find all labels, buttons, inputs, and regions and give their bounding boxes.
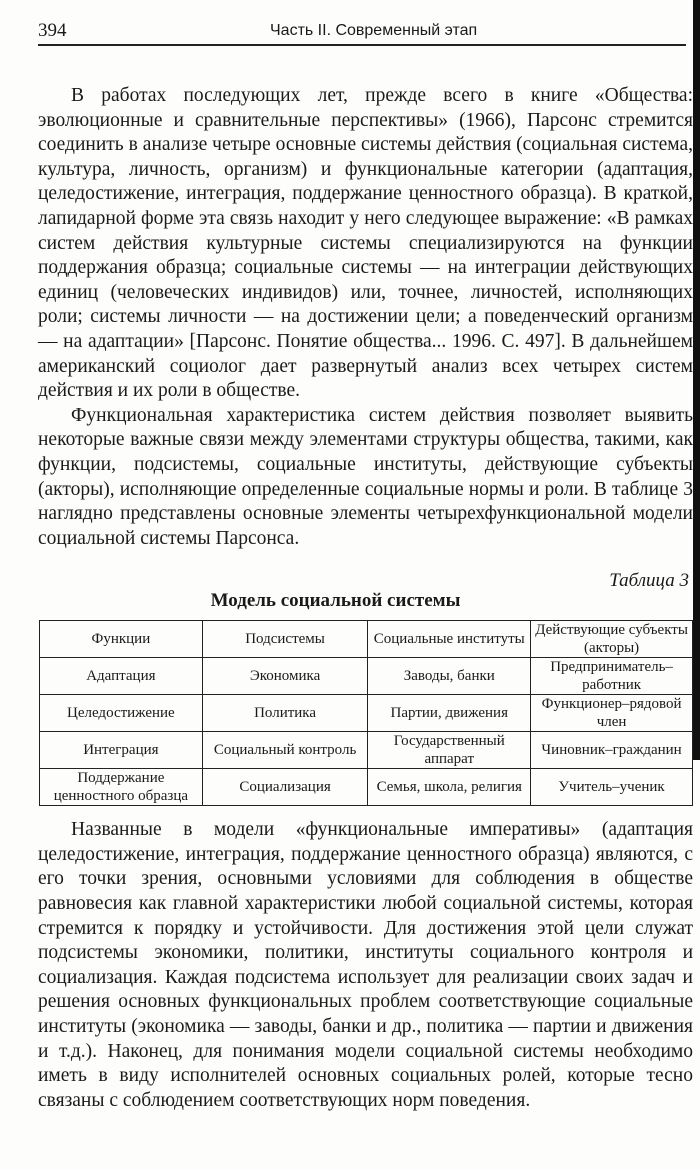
table-cell: Функционер–рядовой член [531,695,693,732]
table-row [40,769,693,806]
table-caption: Таблица 3 [609,570,689,592]
table-header-row [40,621,693,658]
header-cell: Действующие субъекты (акторы) [531,621,693,658]
paragraph: Функциональная характеристика систем действия позволяет выявить некоторые важные связи между элементами структуры общества, такими, как функции, подсистемы, социальные институты, действующие субъекты (акторы), исполняющие определенные социальные нормы и роли. В таблице 3 наглядно представлены основные элементы четырехфункциональной модели социальной системы Парсонса. [38,404,693,549]
table-cell: Семья, школа, религия [368,769,531,806]
header-cell: Подсистемы [202,621,368,658]
social-system-table [39,620,693,806]
table-cell: Учитель–ученик [531,769,693,806]
table-cell: Государственный аппарат [368,732,531,769]
table-row [40,732,693,769]
paragraph: В работах последующих лет, прежде всего в книге «Общества: эволюционные и сравнительные перспективы» (1966), Парсонс стремится соединить в анализе четыре основные системы действия (социальная система, культура, личность, организм) и функциональные категории (адаптация, целедостижение, интеграция, поддержание ценностного образца). В краткой, лапидарной форме эта связь находит у него следующее выражение: «В рамках систем действия культурные системы специализируются на функции поддержания образца; социальные системы — на интеграции действующих единиц (человеческих индивидов) или, точнее, личностей, исполняющих роли; системы личности — на достижении цели; а поведенческий организм — на адаптации» [Парсонс. Понятие общества... 1996. С. 497]. В дальнейшем американский социолог дает развернутый анализ всех четырех систем действия и их роли в обществе. [38,85,693,402]
page-number: 394 [38,20,67,41]
table-title: Модель социальной системы [210,590,461,612]
table-cell: Интеграция [40,732,203,769]
table-cell: Политика [202,695,368,732]
table-cell: Заводы, банки [368,658,531,695]
table-cell: Партии, движения [368,695,531,732]
page-body [38,84,693,1113]
table-cell: Экономика [202,658,368,695]
table-cell: Социальный контроль [202,732,368,769]
table-cell: Поддержание ценностного образца [40,769,203,806]
table-cell: Социализация [202,769,368,806]
header-cell: Функции [40,621,203,658]
running-head: Часть II. Современный этап [270,22,478,39]
table-row [40,658,693,695]
page-edge-shadow [693,0,700,760]
paragraph: Названные в модели «функциональные императивы» (адаптация целедостижение, интеграция, поддержание ценностного образца) являются, с его точки зрения, основными условиями для соблюдения в обществе равновесия как главной характеристики любой социальной системы, которая стремится к порядку и устойчивости. Для достижения этой цели служат подсистемы экономики, политики, институты социального контроля и социализация. Каждая подсистема использует для реализации своих задач и решения основных функциональных проблем соответствующие социальные институты (экономика — заводы, банки и др., политика — партии и движения и т.д.). Наконец, для понимания модели социальной системы необходимо иметь в виду исполнителей основных социальных ролей, которые тесно связаны с соблюдением соответствующих норм поведения. [38,819,693,1111]
page-header [38,20,686,46]
table-cell: Предприниматель–работник [531,658,693,695]
table-cell: Чиновник–гражданин [531,732,693,769]
table-row [40,695,693,732]
header-cell: Социальные институты [368,621,531,658]
table-cell: Адаптация [40,658,203,695]
table-cell: Целедостижение [40,695,203,732]
